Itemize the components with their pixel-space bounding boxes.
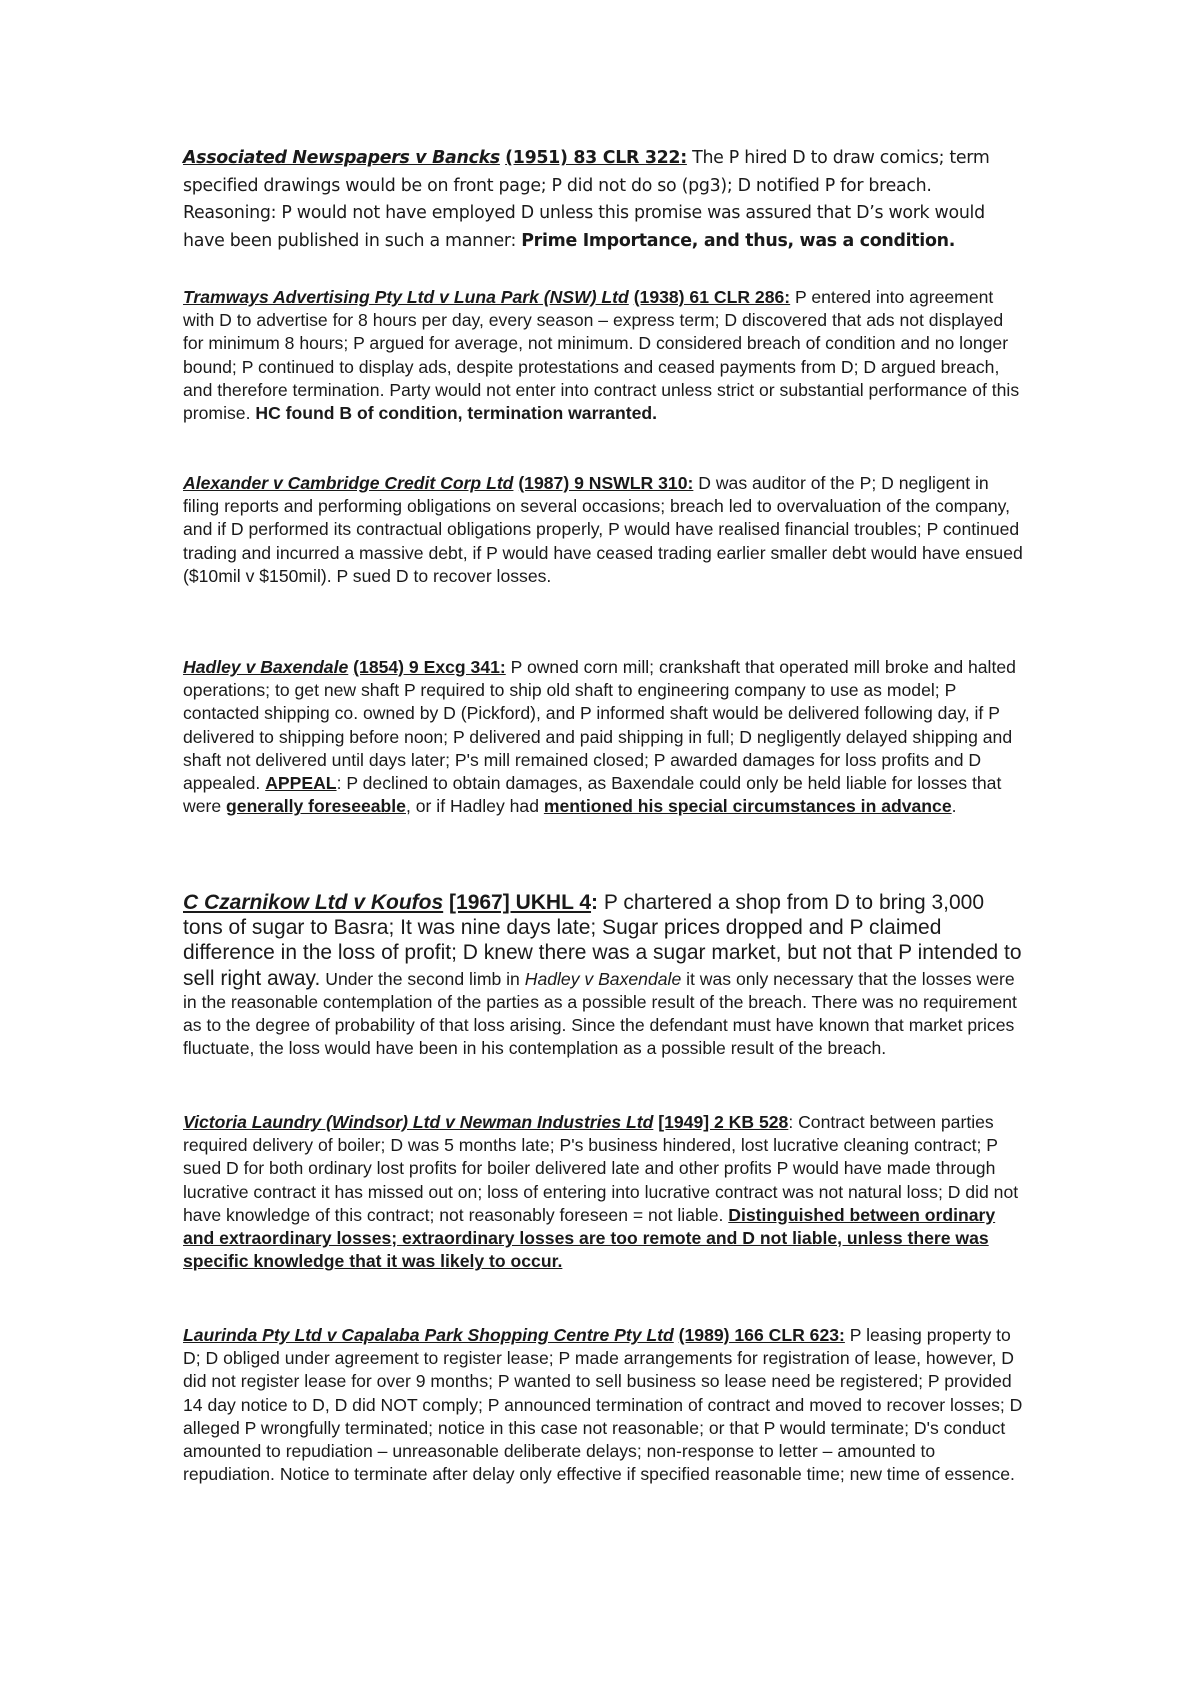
case-citation: [1949] 2 KB 528 (658, 1112, 789, 1132)
case-holding: HC found B of condition, termination warranted. (255, 403, 658, 424)
case-name: Victoria Laundry (Windsor) Ltd v Newman Industries Ltd (183, 1112, 654, 1132)
case-text-large: P chartered a shop from D to bring 3,000 tons of sugar to Basra; It was nine days late; Sugar prices dropped and P claimed difference in the loss of profit; D knew there was a sugar market, but not that P intended to sell right away. (183, 891, 1022, 990)
case-citation: (1938) 61 CLR 286: (633, 287, 791, 307)
emphasis-special-circumstances: mentioned his special circumstances in advance (543, 796, 952, 817)
case-name: Alexander v Cambridge Credit Corp Ltd (183, 473, 514, 493)
case-text-end: . (951, 796, 957, 817)
case-alexander-cambridge (183, 472, 1023, 588)
case-citation: [1967] UKHL 4 (449, 891, 592, 914)
case-colon: : (591, 891, 599, 914)
case-text: P entered into agreement with D to advertise for 8 hours per day, every season – express term; D discovered that ads not displayed for minimum 8 hours; P argued for average, not minimum. D considered breach of condition and no longer bound; P continued to display ads, despite protestations and ceased payments from D; D argued breach, and therefore termination. Party would not enter into contract unless strict or substantial performance of this promise. (183, 287, 1020, 424)
case-tramways-advertising (183, 286, 1023, 425)
case-text: D was auditor of the P; D negligent in filing reports and performing obligations on several occasions; breach led to overvaluation of the company, and if D performed its contractual obligations properly, P would have realised financial troubles; P continued trading and incurred a massive debt, if P would have ceased trading earlier smaller debt would have ensued ($10mil v $150mil). P sued D to recover losses. (183, 473, 1023, 586)
case-citation: (1987) 9 NSWLR 310: (518, 473, 694, 493)
case-text: : Contract between parties required delivery of boiler; D was 5 months late; P's business hindered, lost lucrative cleaning contract; P sued D for both ordinary lost profits for boiler delivered late and other profits P would have made through lucrative contract it has missed out on; loss of entering into lucrative contract was not natural loss; D did not have knowledge of this contract; not reasonably foreseen = not liable. (183, 1112, 1019, 1225)
case-name: Hadley v Baxendale (183, 657, 349, 677)
appeal-label: APPEAL (265, 773, 337, 794)
case-text: The P hired D to draw comics; term specified drawings would be on front page; P did not do so (pg3); D notified P for breach. Reasoning: P would not have employed D unless this promise was assured that D’s work would have been published in such a manner: (183, 148, 990, 251)
case-text-continued: it was only necessary that the losses were in the reasonable contemplation of the parties as a possible result of the breach. There was no requirement as to the degree of probability of that loss arising. Since the defendant must have known that market prices fluctuate, the loss would have been in his contemplation as a possible result of the breach. (183, 968, 1017, 1059)
case-name: Associated Newspapers v Bancks (183, 148, 500, 168)
case-text: P leasing property to D; D obliged under agreement to register lease; P made arrangements for registration of lease, however, D did not register lease for over 9 months; P wanted to sell business so lease need be registered; P provided 14 day notice to D, D did NOT comply; P announced termination of contract and moved to recover losses; D alleged P wrongfully terminated; notice in this case not reasonable; or that P would terminate; D's conduct amounted to repudiation – unreasonable deliberate delays; non-response to letter – amounted to repudiation. Notice to terminate after delay only effective if specified reasonable time; new time of essence. (183, 1325, 1023, 1485)
case-name: Laurinda Pty Ltd v Capalaba Park Shopping Centre Pty Ltd (183, 1325, 674, 1345)
case-laurinda-capalaba (183, 1324, 1023, 1486)
case-hadley-baxendale (183, 656, 1023, 818)
case-text: P owned corn mill; crankshaft that operated mill broke and halted operations; to get new shaft P required to ship old shaft to engineering company to use as model; P contacted shipping co. owned by D (Pickford), and P informed shaft would be delivered following day, if P delivered to shipping before noon; P delivered and paid shipping in full; D negligently delayed shipping and shaft not delivered until days later; P's mill remained closed; P awarded damages for loss profits and D appealed. (183, 657, 1016, 794)
case-citation: (1951) 83 CLR 322: (505, 148, 687, 168)
case-text: Under the second limb in (320, 968, 525, 989)
case-victoria-laundry (183, 1111, 1023, 1273)
emphasis-foreseeable: generally foreseeable (226, 796, 406, 817)
case-associated-newspapers (183, 145, 1023, 255)
case-citation: (1989) 166 CLR 623: (678, 1325, 845, 1345)
case-text-mid: , or if Hadley had (405, 796, 544, 817)
case-name: C Czarnikow Ltd v Koufos (183, 891, 444, 914)
case-czarnikow-koufos (183, 890, 1023, 1060)
appeal-text: : P declined to obtain damages, as Baxendale could only be held liable for losses that were (183, 773, 1002, 817)
case-citation: (1854) 9 Excg 341: (353, 657, 506, 677)
case-name: Tramways Advertising Pty Ltd v Luna Park (NSW) Ltd (183, 287, 629, 307)
case-holding: Prime Importance, and thus, was a condition. (521, 230, 956, 251)
case-reference: Hadley v Baxendale (524, 968, 682, 989)
case-holding: Distinguished between ordinary and extraordinary losses; extraordinary losses are too remote and D not liable, unless there was specific knowledge that it was likely to occur. (183, 1204, 996, 1272)
